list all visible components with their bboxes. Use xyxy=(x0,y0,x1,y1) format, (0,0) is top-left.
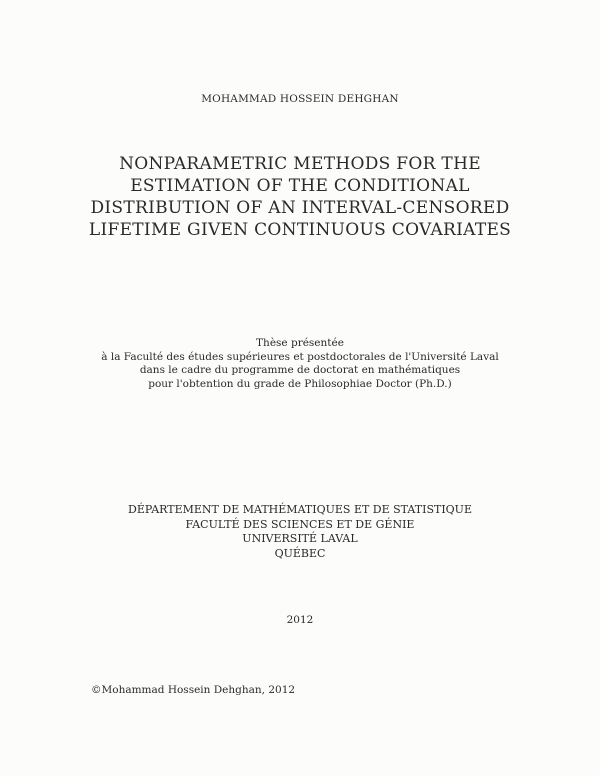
title-line: LIFETIME GIVEN CONTINUOUS COVARIATES xyxy=(88,220,512,240)
thesis-line: Thèse présentée xyxy=(256,337,344,349)
author-name: MOHAMMAD HOSSEIN DEHGHAN xyxy=(201,93,399,105)
thesis-line: à la Faculté des études supérieures et postdoctorales de l'Université Laval xyxy=(101,350,499,363)
copyright-notice: ©Mohammad Hossein Dehghan, 2012 xyxy=(91,684,296,696)
thesis-line: pour l'obtention du grade de Philosophiae Doctor (Ph.D.) xyxy=(148,377,452,390)
thesis-title xyxy=(0,153,600,241)
thesis-statement xyxy=(0,337,600,391)
institution-line: QUÉBEC xyxy=(274,546,326,560)
institution-line: UNIVERSITÉ LAVAL xyxy=(242,532,358,545)
institution-line: FACULTÉ DES SCIENCES ET DE GÉNIE xyxy=(185,517,415,531)
title-line: DISTRIBUTION OF AN INTERVAL-CENSORED xyxy=(90,198,510,218)
publication-year: 2012 xyxy=(286,614,314,626)
title-line: ESTIMATION OF THE CONDITIONAL xyxy=(130,176,470,196)
institution-block xyxy=(0,503,600,561)
thesis-line: dans le cadre du programme de doctorat en mathématiques xyxy=(139,364,461,376)
institution-line: DÉPARTEMENT DE MATHÉMATIQUES ET DE STATISTIQUE xyxy=(128,503,472,516)
title-line: NONPARAMETRIC METHODS FOR THE xyxy=(119,154,481,174)
